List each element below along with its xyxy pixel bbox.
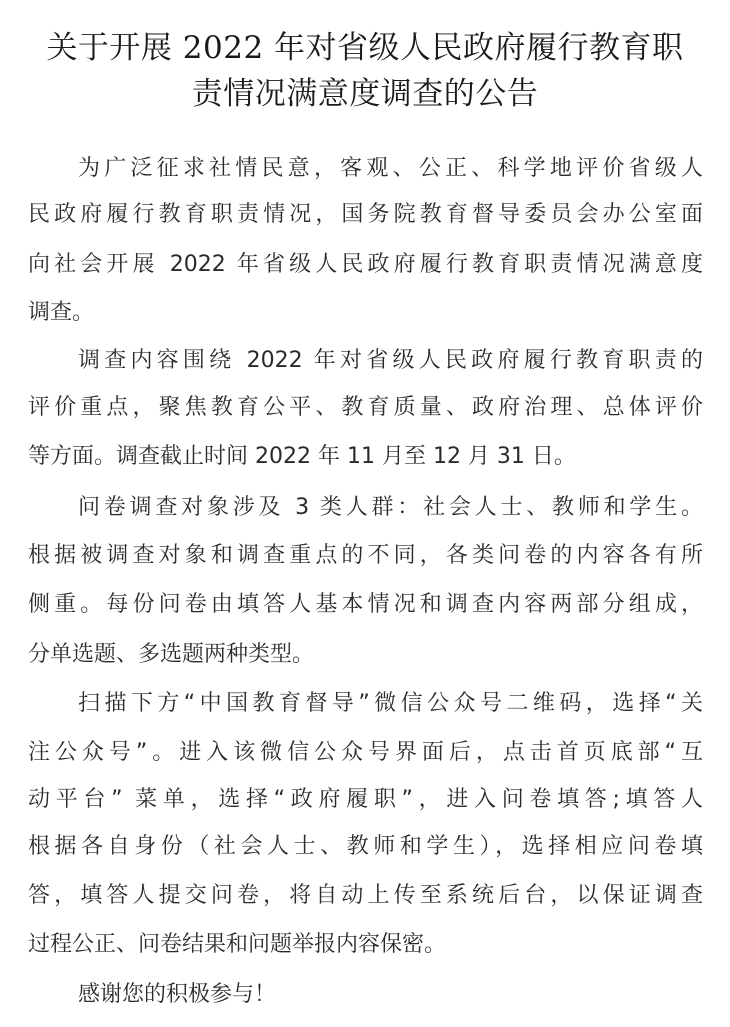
paragraph-3-line-2: 根据被调查对象和调查重点的不同，各类问卷的内容各有所: [28, 543, 703, 568]
paragraph-1-line-3: 向社会开展 2022 年省级人民政府履行教育职责情况满意度: [28, 252, 703, 277]
paragraph-4-line-6: 过程公正、问卷结果和问题举报内容保密。: [28, 932, 447, 957]
paragraph-2-line-2: 评价重点，聚焦教育公平、教育质量、政府治理、总体评价: [28, 395, 703, 420]
closing-line: 感谢您的积极参与！: [78, 982, 277, 1007]
title-line-2: 责情况满意度调查的公告: [191, 76, 539, 112]
paragraph-1-line-4: 调查。: [28, 300, 95, 325]
paragraph-3-line-4: 分单选题、多选题两种类型。: [28, 642, 315, 667]
paragraph-4-line-3: 动平台” 菜单，选择“政府履职”，进入问卷填答;填答人: [28, 787, 703, 812]
paragraph-4-line-1: 扫描下方“中国教育督导”微信公众号二维码，选择“关: [78, 691, 703, 716]
paragraph-2-line-3: 等方面。调查截止时间 2022 年 11 月至 12 月 31 日。: [28, 444, 576, 469]
title-line-1: 关于开展 2022 年对省级人民政府履行教育职: [46, 30, 684, 66]
paragraph-3-line-1: 问卷调查对象涉及 3 类人群：社会人士、教师和学生。: [78, 495, 703, 520]
paragraph-4-line-5: 答，填答人提交问卷，将自动上传至系统后台，以保证调查: [28, 883, 703, 908]
paragraph-4-line-4: 根据各自身份（社会人士、教师和学生），选择相应问卷填: [28, 834, 703, 859]
paragraph-1-line-1: 为广泛征求社情民意，客观、公正、科学地评价省级人: [78, 156, 703, 181]
paragraph-3-line-3: 侧重。每份问卷由填答人基本情况和调查内容两部分组成，: [28, 592, 703, 617]
paragraph-2-line-1: 调查内容围绕 2022 年对省级人民政府履行教育职责的: [78, 348, 703, 373]
paragraph-4-line-2: 注公众号”。进入该微信公众号界面后，点击首页底部“互: [28, 740, 703, 765]
paragraph-1-line-2: 民政府履行教育职责情况，国务院教育督导委员会办公室面: [28, 202, 703, 227]
